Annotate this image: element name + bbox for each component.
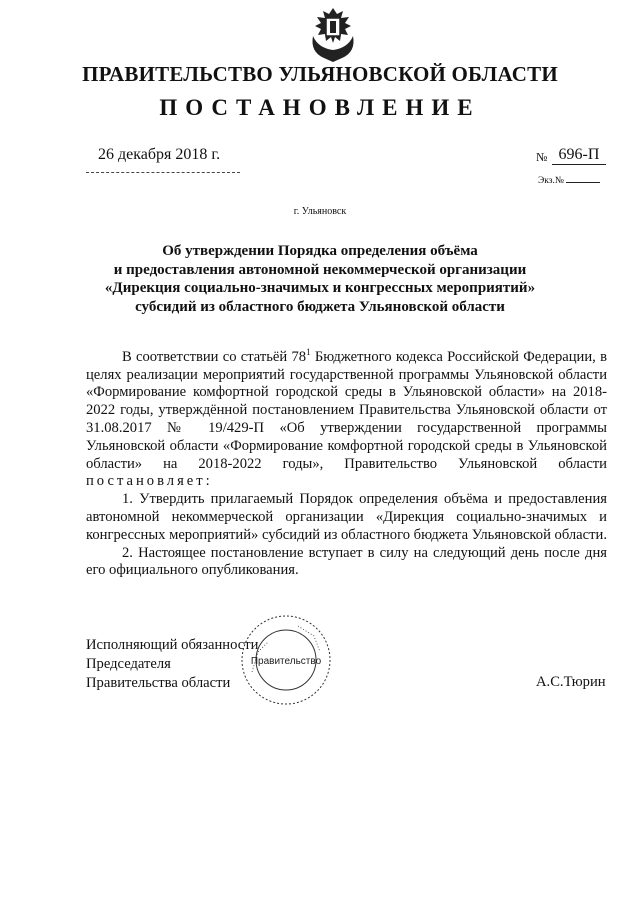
- title-line: субсидий из областного бюджета Ульяновской области: [135, 298, 505, 315]
- date-underline: [86, 172, 240, 173]
- copy-number-blank: [566, 182, 600, 183]
- signatory-name: А.С.Тюрин: [536, 674, 606, 690]
- signatory-position: [86, 636, 258, 693]
- document-body: [86, 344, 607, 580]
- copy-number: [538, 176, 600, 186]
- title-line: Об утверждении Порядка определения объёма: [162, 243, 478, 259]
- city: г. Ульяновск: [293, 206, 347, 217]
- government-name: ПРАВИТЕЛЬСТВО УЛЬЯНОВСКОЙ ОБЛАСТИ: [82, 62, 558, 86]
- preamble-paragraph: [86, 344, 607, 491]
- clause-1: 1. Утвердить прилагаемый Порядок определения объёма и предоставления автономной некоммерческой организации «Дирекция социально-значимых и конгрессных мероприятий» субсидий из областного бюджета Ульяновской области.: [86, 491, 607, 543]
- document-date: 26 декабря 2018 г.: [98, 146, 221, 163]
- copy-number-label: Экз.№: [538, 176, 564, 186]
- clause-2: 2. Настоящее постановление вступает в силу на следующий день после дня его официального опубликования.: [86, 544, 607, 579]
- position-line: Исполняющий обязанности: [86, 637, 259, 653]
- document-title: [60, 242, 580, 316]
- position-line: Правительства области: [86, 675, 231, 691]
- title-line: «Дирекция социально-значимых и конгрессных мероприятий»: [104, 280, 536, 296]
- position-line: Председателя: [86, 656, 171, 672]
- title-line: и предоставления автономной некоммерческой организации: [113, 261, 527, 278]
- article-superscript: 1: [306, 347, 311, 357]
- document-type: ПОСТАНОВЛЕНИЕ: [159, 95, 481, 120]
- official-stamp: [238, 612, 334, 708]
- document-number: 696-П: [552, 146, 606, 165]
- resolves-word: постановляет:: [86, 473, 213, 490]
- preamble-text: Бюджетного кодекса Российской Федерации, в целях реализации мероприятий государственной программы Ульяновской области «Формирование комфортной городской среды в Ульяновской области» на 2018-2022 годы, утверждённой постановлением Правительства Ульяновской области от 31.08.2017 № 19/429-П «Об утверждении государственной программы Ульяновской области «Формирование комфортной городской среды в Ульяновской области» на 2018-2022 годы», Правительство Ульяновской области: [86, 348, 607, 472]
- preamble-text-start: В соответствии со статьёй 78: [122, 348, 307, 365]
- number-label: №: [536, 150, 548, 164]
- coat-of-arms-icon: [304, 6, 362, 64]
- stamp-text: Правительство: [250, 656, 322, 667]
